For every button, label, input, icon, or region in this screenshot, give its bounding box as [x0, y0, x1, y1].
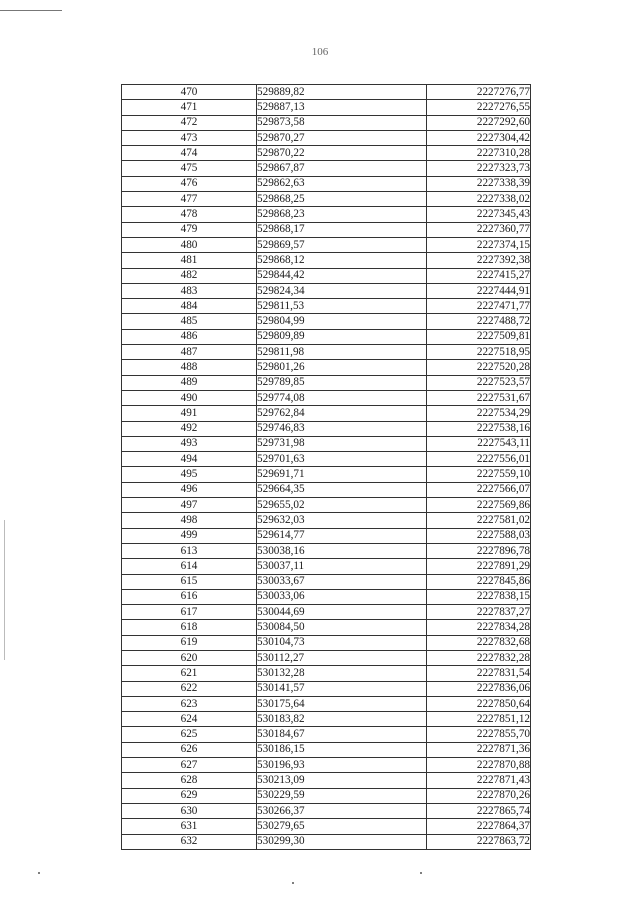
point-number-cell: 615	[122, 574, 257, 589]
y-coordinate-cell: 2227520,28	[427, 360, 531, 375]
top-left-rule	[0, 10, 62, 11]
point-number-cell: 479	[122, 222, 257, 237]
x-coordinate-cell: 529862,63	[257, 176, 427, 191]
table-row	[122, 467, 531, 482]
point-number-cell: 495	[122, 467, 257, 482]
point-number-cell: 476	[122, 176, 257, 191]
y-coordinate-cell: 2227559,10	[427, 467, 531, 482]
point-number-cell: 485	[122, 314, 257, 329]
point-number-cell: 486	[122, 329, 257, 344]
x-coordinate-cell: 529868,25	[257, 192, 427, 207]
point-number-cell: 618	[122, 620, 257, 635]
point-number-cell: 477	[122, 192, 257, 207]
x-coordinate-cell: 530186,15	[257, 742, 427, 757]
y-coordinate-cell: 2227518,95	[427, 345, 531, 360]
x-coordinate-cell: 529844,42	[257, 268, 427, 283]
point-number-cell: 498	[122, 513, 257, 528]
y-coordinate-cell: 2227832,28	[427, 650, 531, 665]
point-number-cell: 625	[122, 727, 257, 742]
point-number-cell: 632	[122, 834, 257, 849]
x-coordinate-cell: 530084,50	[257, 620, 427, 635]
table-row	[122, 620, 531, 635]
point-number-cell: 492	[122, 421, 257, 436]
point-number-cell: 482	[122, 268, 257, 283]
point-number-cell: 474	[122, 146, 257, 161]
table-row	[122, 696, 531, 711]
point-number-cell: 491	[122, 406, 257, 421]
table-row	[122, 314, 531, 329]
point-number-cell: 617	[122, 605, 257, 620]
x-coordinate-cell: 530266,37	[257, 803, 427, 818]
y-coordinate-cell: 2227831,54	[427, 666, 531, 681]
y-coordinate-cell: 2227845,86	[427, 574, 531, 589]
x-coordinate-cell: 529868,12	[257, 253, 427, 268]
x-coordinate-cell: 530141,57	[257, 681, 427, 696]
table-row	[122, 650, 531, 665]
x-coordinate-cell: 529887,13	[257, 100, 427, 115]
point-number-cell: 630	[122, 803, 257, 818]
x-coordinate-cell: 530299,30	[257, 834, 427, 849]
x-coordinate-cell: 529801,26	[257, 360, 427, 375]
point-number-cell: 629	[122, 788, 257, 803]
point-number-cell: 493	[122, 436, 257, 451]
table-row	[122, 788, 531, 803]
x-coordinate-cell: 530183,82	[257, 712, 427, 727]
x-coordinate-cell: 529731,98	[257, 436, 427, 451]
table-row	[122, 222, 531, 237]
point-number-cell: 484	[122, 299, 257, 314]
x-coordinate-cell: 529655,02	[257, 498, 427, 513]
y-coordinate-cell: 2227581,02	[427, 513, 531, 528]
point-number-cell: 488	[122, 360, 257, 375]
point-number-cell: 471	[122, 100, 257, 115]
y-coordinate-cell: 2227292,60	[427, 115, 531, 130]
x-coordinate-cell: 529789,85	[257, 375, 427, 390]
point-number-cell: 487	[122, 345, 257, 360]
x-coordinate-cell: 530044,69	[257, 605, 427, 620]
table-row	[122, 742, 531, 757]
y-coordinate-cell: 2227488,72	[427, 314, 531, 329]
point-number-cell: 480	[122, 237, 257, 252]
point-number-cell: 481	[122, 253, 257, 268]
table-row	[122, 605, 531, 620]
x-coordinate-cell: 529870,27	[257, 130, 427, 145]
table-row	[122, 115, 531, 130]
y-coordinate-cell: 2227832,68	[427, 635, 531, 650]
table-row	[122, 421, 531, 436]
table-row	[122, 498, 531, 513]
table-row	[122, 268, 531, 283]
table-row	[122, 237, 531, 252]
scan-speck	[420, 872, 422, 874]
point-number-cell: 475	[122, 161, 257, 176]
coordinates-table	[121, 84, 531, 850]
y-coordinate-cell: 2227896,78	[427, 543, 531, 558]
y-coordinate-cell: 2227870,88	[427, 758, 531, 773]
y-coordinate-cell: 2227865,74	[427, 803, 531, 818]
table-row	[122, 803, 531, 818]
x-coordinate-cell: 529869,57	[257, 237, 427, 252]
coordinates-table-body	[122, 85, 531, 850]
x-coordinate-cell: 530279,65	[257, 819, 427, 834]
y-coordinate-cell: 2227276,77	[427, 85, 531, 100]
point-number-cell: 624	[122, 712, 257, 727]
y-coordinate-cell: 2227338,02	[427, 192, 531, 207]
point-number-cell: 622	[122, 681, 257, 696]
point-number-cell: 473	[122, 130, 257, 145]
y-coordinate-cell: 2227310,28	[427, 146, 531, 161]
x-coordinate-cell: 529746,83	[257, 421, 427, 436]
x-coordinate-cell: 530184,67	[257, 727, 427, 742]
table-row	[122, 452, 531, 467]
x-coordinate-cell: 529691,71	[257, 467, 427, 482]
point-number-cell: 483	[122, 283, 257, 298]
x-coordinate-cell: 529701,63	[257, 452, 427, 467]
point-number-cell: 613	[122, 543, 257, 558]
y-coordinate-cell: 2227836,06	[427, 681, 531, 696]
y-coordinate-cell: 2227566,07	[427, 482, 531, 497]
x-coordinate-cell: 529664,35	[257, 482, 427, 497]
y-coordinate-cell: 2227304,42	[427, 130, 531, 145]
y-coordinate-cell: 2227864,37	[427, 819, 531, 834]
x-coordinate-cell: 529614,77	[257, 528, 427, 543]
x-coordinate-cell: 530196,93	[257, 758, 427, 773]
point-number-cell: 614	[122, 559, 257, 574]
y-coordinate-cell: 2227569,86	[427, 498, 531, 513]
table-row	[122, 758, 531, 773]
point-number-cell: 620	[122, 650, 257, 665]
y-coordinate-cell: 2227523,57	[427, 375, 531, 390]
table-row	[122, 360, 531, 375]
y-coordinate-cell: 2227538,16	[427, 421, 531, 436]
y-coordinate-cell: 2227374,15	[427, 237, 531, 252]
left-margin-rule	[4, 520, 5, 660]
y-coordinate-cell: 2227870,26	[427, 788, 531, 803]
table-row	[122, 299, 531, 314]
point-number-cell: 478	[122, 207, 257, 222]
x-coordinate-cell: 529809,89	[257, 329, 427, 344]
point-number-cell: 470	[122, 85, 257, 100]
point-number-cell: 626	[122, 742, 257, 757]
y-coordinate-cell: 2227444,91	[427, 283, 531, 298]
table-row	[122, 513, 531, 528]
table-row	[122, 712, 531, 727]
point-number-cell: 619	[122, 635, 257, 650]
y-coordinate-cell: 2227471,77	[427, 299, 531, 314]
table-row	[122, 635, 531, 650]
point-number-cell: 496	[122, 482, 257, 497]
table-row	[122, 559, 531, 574]
y-coordinate-cell: 2227338,39	[427, 176, 531, 191]
y-coordinate-cell: 2227323,73	[427, 161, 531, 176]
x-coordinate-cell: 529774,08	[257, 390, 427, 405]
table-row	[122, 176, 531, 191]
point-number-cell: 631	[122, 819, 257, 834]
table-row	[122, 436, 531, 451]
table-row	[122, 528, 531, 543]
x-coordinate-cell: 530229,59	[257, 788, 427, 803]
table-row	[122, 819, 531, 834]
x-coordinate-cell: 530037,11	[257, 559, 427, 574]
y-coordinate-cell: 2227534,29	[427, 406, 531, 421]
x-coordinate-cell: 529868,23	[257, 207, 427, 222]
y-coordinate-cell: 2227871,43	[427, 773, 531, 788]
table-row	[122, 85, 531, 100]
point-number-cell: 621	[122, 666, 257, 681]
table-row	[122, 773, 531, 788]
table-row	[122, 406, 531, 421]
point-number-cell: 490	[122, 390, 257, 405]
y-coordinate-cell: 2227834,28	[427, 620, 531, 635]
table-row	[122, 482, 531, 497]
y-coordinate-cell: 2227588,03	[427, 528, 531, 543]
x-coordinate-cell: 530038,16	[257, 543, 427, 558]
table-row	[122, 666, 531, 681]
y-coordinate-cell: 2227863,72	[427, 834, 531, 849]
table-row	[122, 589, 531, 604]
table-row	[122, 390, 531, 405]
x-coordinate-cell: 529873,58	[257, 115, 427, 130]
table-row	[122, 375, 531, 390]
point-number-cell: 627	[122, 758, 257, 773]
table-row	[122, 100, 531, 115]
table-row	[122, 834, 531, 849]
table-row	[122, 574, 531, 589]
y-coordinate-cell: 2227531,67	[427, 390, 531, 405]
scan-speck	[38, 872, 40, 874]
y-coordinate-cell: 2227509,81	[427, 329, 531, 344]
point-number-cell: 616	[122, 589, 257, 604]
y-coordinate-cell: 2227345,43	[427, 207, 531, 222]
y-coordinate-cell: 2227850,64	[427, 696, 531, 711]
table-row	[122, 681, 531, 696]
y-coordinate-cell: 2227837,27	[427, 605, 531, 620]
x-coordinate-cell: 530033,06	[257, 589, 427, 604]
x-coordinate-cell: 530112,27	[257, 650, 427, 665]
table-row	[122, 161, 531, 176]
table-row	[122, 253, 531, 268]
y-coordinate-cell: 2227276,55	[427, 100, 531, 115]
y-coordinate-cell: 2227543,11	[427, 436, 531, 451]
y-coordinate-cell: 2227556,01	[427, 452, 531, 467]
point-number-cell: 628	[122, 773, 257, 788]
x-coordinate-cell: 529762,84	[257, 406, 427, 421]
y-coordinate-cell: 2227855,70	[427, 727, 531, 742]
table-row	[122, 146, 531, 161]
table-row	[122, 192, 531, 207]
table-row	[122, 543, 531, 558]
x-coordinate-cell: 529804,99	[257, 314, 427, 329]
x-coordinate-cell: 530175,64	[257, 696, 427, 711]
x-coordinate-cell: 529811,53	[257, 299, 427, 314]
table-row	[122, 207, 531, 222]
y-coordinate-cell: 2227891,29	[427, 559, 531, 574]
x-coordinate-cell: 530104,73	[257, 635, 427, 650]
point-number-cell: 489	[122, 375, 257, 390]
table-row	[122, 345, 531, 360]
x-coordinate-cell: 529868,17	[257, 222, 427, 237]
table-row	[122, 130, 531, 145]
y-coordinate-cell: 2227871,36	[427, 742, 531, 757]
point-number-cell: 623	[122, 696, 257, 711]
y-coordinate-cell: 2227392,38	[427, 253, 531, 268]
point-number-cell: 494	[122, 452, 257, 467]
y-coordinate-cell: 2227838,15	[427, 589, 531, 604]
scan-speck	[292, 882, 294, 884]
y-coordinate-cell: 2227851,12	[427, 712, 531, 727]
x-coordinate-cell: 529632,03	[257, 513, 427, 528]
point-number-cell: 472	[122, 115, 257, 130]
x-coordinate-cell: 529824,34	[257, 283, 427, 298]
x-coordinate-cell: 530132,28	[257, 666, 427, 681]
table-row	[122, 727, 531, 742]
point-number-cell: 499	[122, 528, 257, 543]
page-number: 106	[311, 46, 329, 58]
point-number-cell: 497	[122, 498, 257, 513]
x-coordinate-cell: 529870,22	[257, 146, 427, 161]
table-row	[122, 329, 531, 344]
x-coordinate-cell: 529889,82	[257, 85, 427, 100]
x-coordinate-cell: 530213,09	[257, 773, 427, 788]
y-coordinate-cell: 2227415,27	[427, 268, 531, 283]
x-coordinate-cell: 529867,87	[257, 161, 427, 176]
y-coordinate-cell: 2227360,77	[427, 222, 531, 237]
x-coordinate-cell: 529811,98	[257, 345, 427, 360]
table-row	[122, 283, 531, 298]
x-coordinate-cell: 530033,67	[257, 574, 427, 589]
